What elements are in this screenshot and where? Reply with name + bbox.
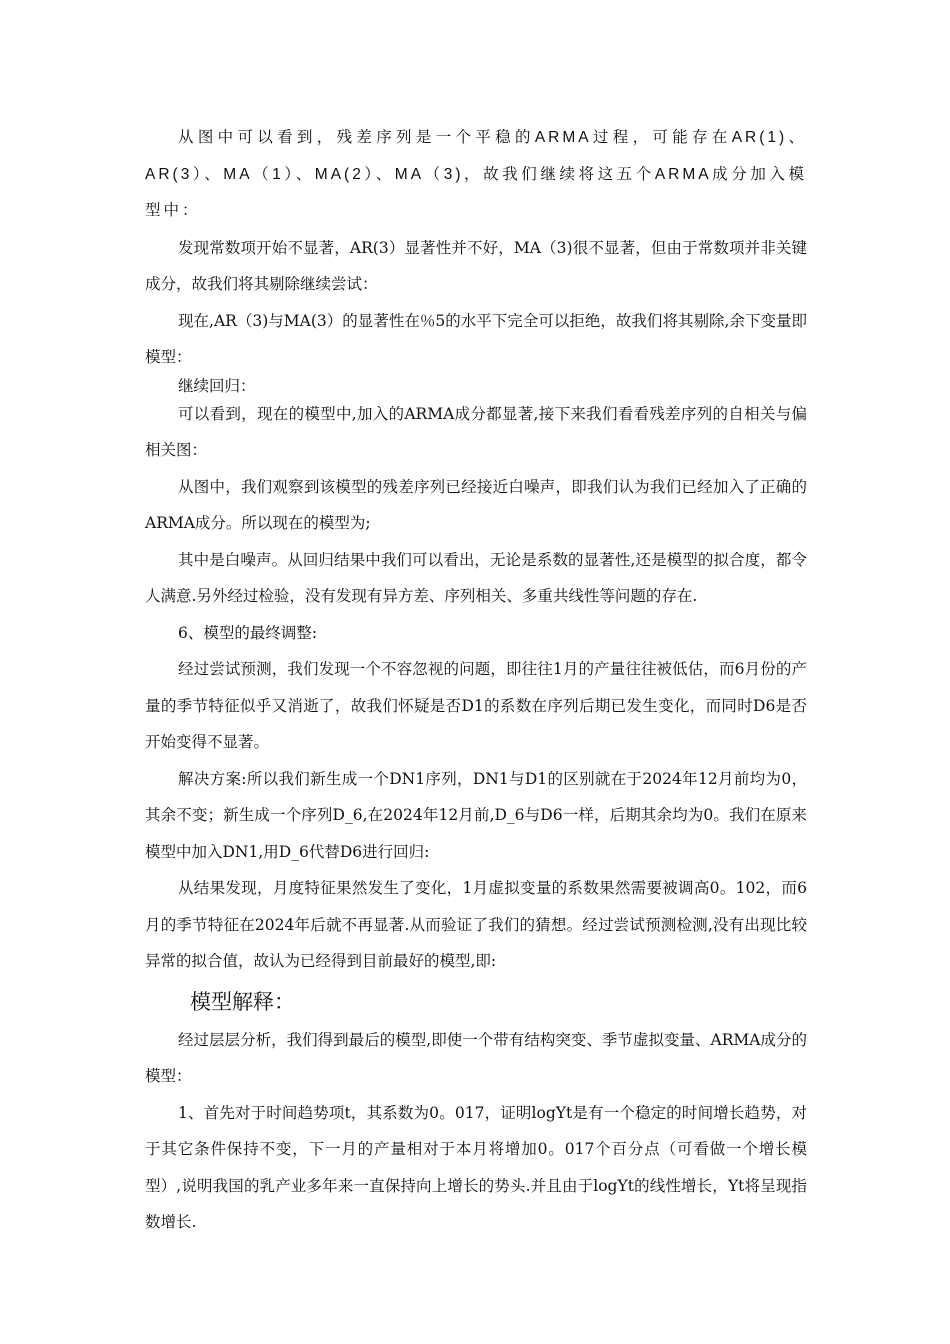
paragraph-time-trend: 1、首先对于时间趋势项t，其系数为0。017，证明logYt是有一个稳定的时间增长趋势，对于其它条件保持不变，下一月的产量相对于本月将增加0。017个百分点（可看做一个增长模型）,说明我国的乳产业多年来一直保持向上增长的势头.并且由于logYt的线性增长，Yt将呈现指数增长. <box>145 1103 807 1231</box>
section-heading-model-interpretation: 模型解释： <box>190 989 295 1014</box>
paragraph-acf-pacf: 可以看到，现在的模型中,加入的ARMA成分都显著,接下来我们看看残差序列的自相关与偏相关图： <box>145 404 807 459</box>
paragraph-white-noise: 从图中，我们观察到该模型的残差序列已经接近白噪声，即我们认为我们已经加入了正确的ARMA成分。所以现在的模型为; <box>145 477 807 532</box>
paragraph-forecast-problem: 经过尝试预测，我们发现一个不容忽视的问题，即往往1月的产量往往被低估，而6月份的产量的季节特征似乎又消逝了，故我们怀疑是否D1的系数在序列后期已发生变化，而同时D6是否开始变得不显著。 <box>145 660 807 751</box>
paragraph-constant-insignificant: 发现常数项开始不显著，AR(3）显著性并不好，MA（3)很不显著，但由于常数项并非关键成分，故我们将其剔除继续尝试： <box>145 238 807 293</box>
paragraph-residual-arma: 从图中可以看到，残差序列是一个平稳的ARMA过程，可能存在AR(1)、AR(3）、MA（1）、MA(2）、MA（3)，故我们继续将这五个ARMA成分加入模型中： <box>145 129 807 219</box>
paragraph-final-adjustment-title: 6、模型的最终调整: <box>178 623 318 642</box>
paragraph-model-satisfactory: 其中是白噪声。从回归结果中我们可以看出，无论是系数的显著性,还是模型的拟合度，都令人满意.另外经过检验，没有发现有异方差、序列相关、多重共线性等问题的存在. <box>145 550 807 605</box>
paragraph-results: 从结果发现，月度特征果然发生了变化，1月虚拟变量的系数果然需要被调高0。102，而6月的季节特征在2024年后就不再显著.从而验证了我们的猜想。经过尝试预测检测,没有出现比较异常的拟合值，故认为已经得到目前最好的模型,即: <box>145 879 807 970</box>
paragraph-remove-ar3-ma3: 现在,AR（3)与MA(3）的显著性在％5的水平下完全可以拒绝，故我们将其剔除,余下变量即模型： <box>145 311 807 366</box>
paragraph-solution: 解决方案:所以我们新生成一个DN1序列，DN1与D1的区别就在于2024年12月前均为0，其余不变；新生成一个序列D_6,在2024年12月前,D_6与D6一样，后期其余均为0。我们在原来模型中加入DN1,用D_6代替D6进行回归: <box>145 769 807 861</box>
paragraph-continue-regression: 继续回归： <box>178 376 256 395</box>
paragraph-final-model: 经过层层分析，我们得到最后的模型,即使一个带有结构突变、季节虚拟变量、ARMA成分的模型： <box>145 1030 807 1085</box>
text-column <box>145 120 807 1241</box>
